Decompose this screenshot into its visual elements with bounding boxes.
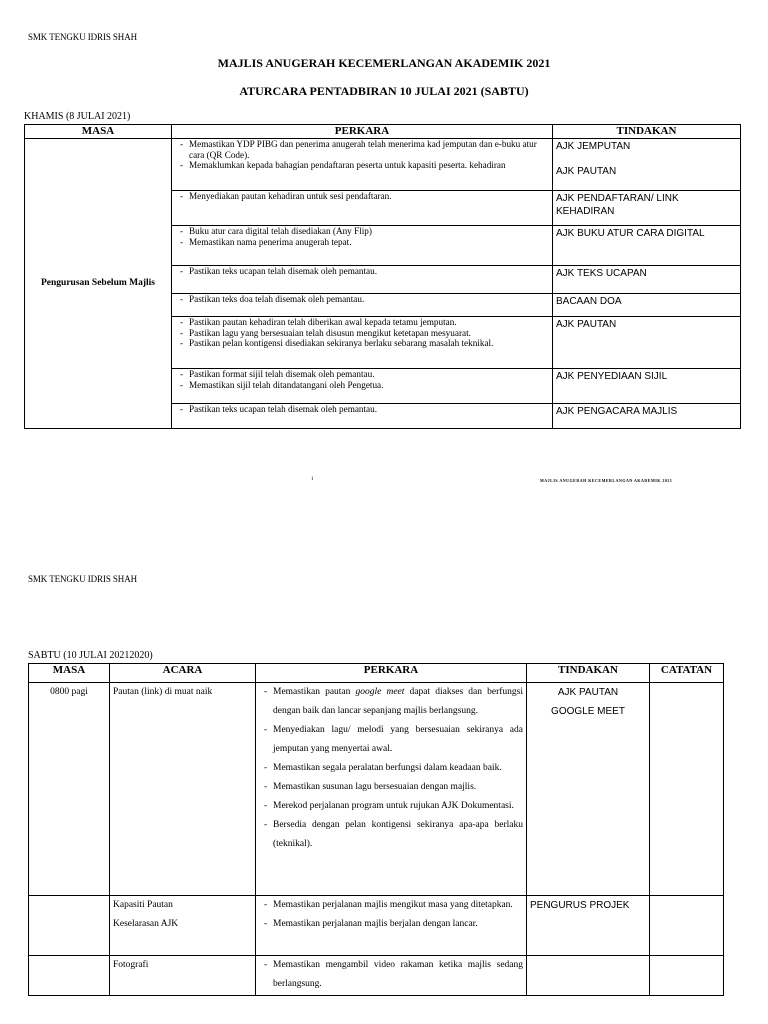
perkara-cell — [256, 896, 527, 956]
catatan-cell — [650, 683, 724, 896]
acara-cell — [110, 956, 256, 996]
tindakan-label: AJK BUKU ATUR CARA DIGITAL — [556, 228, 705, 239]
list-item — [263, 721, 523, 759]
masa-cell: Pengurusan Sebelum Majlis — [25, 139, 172, 429]
item-text: dapat diakses dan berfungsi dengan baik dan lancar sepanjang majlis berlangsung. — [273, 687, 523, 716]
list-item — [263, 683, 523, 721]
table-row — [29, 683, 724, 896]
list-item: - Pastikan teks doa telah disemak oleh pemantau. — [179, 294, 549, 305]
acara-label: Kapasiti Pautan — [113, 900, 173, 910]
tindakan-label: AJK PENGACARA MAJLIS — [556, 406, 678, 417]
perkara-list — [259, 956, 523, 994]
document-page-2 — [0, 500, 768, 1024]
tindakan-cell — [553, 191, 741, 226]
masa-cell — [29, 956, 110, 996]
school-name: SMK TENGKU IDRIS SHAH — [28, 574, 137, 584]
list-item: - Pastikan pelan kontigensi disediakan sekiranya berlaku sebarang masalah teknikal. — [179, 338, 549, 349]
catatan-cell — [650, 896, 724, 956]
table-row — [29, 896, 724, 956]
header-catatan: CATATAN — [650, 664, 724, 683]
item-text: Merekod perjalanan program untuk rujukan AJK Dokumentasi. — [273, 801, 514, 811]
tindakan-label: AJK PENDAFTARAN/ LINK KEHADIRAN — [556, 193, 679, 217]
document-subtitle: ATURCARA PENTADBIRAN 10 JULAI 2021 (SABTU) — [239, 84, 529, 98]
list-item: - Pastikan teks ucapan telah disemak oleh pemantau. — [179, 404, 549, 415]
table-row — [25, 139, 741, 191]
masa-cell: 0800 pagi — [29, 683, 110, 896]
perkara-cell — [172, 369, 553, 404]
page-number: 1 — [311, 477, 314, 482]
perkara-cell — [172, 226, 553, 266]
tindakan-cell — [553, 294, 741, 317]
list-item: - Pastikan teks ucapan telah disemak oleh pemantau. — [179, 266, 549, 277]
perkara-list — [175, 369, 549, 390]
tindakan-cell — [553, 404, 741, 429]
list-item — [263, 956, 523, 994]
tindakan-cell — [553, 139, 741, 191]
document-title: MAJLIS ANUGERAH KECEMERLANGAN AKADEMIK 2021 — [217, 56, 551, 70]
perkara-list — [175, 226, 549, 247]
tindakan-cell — [553, 317, 741, 369]
header-masa: MASA — [25, 125, 172, 139]
item-text: Bersedia dengan pelan kontigensi sekiranya apa-apa berlaku (teknikal). — [273, 820, 523, 849]
school-name: SMK TENGKU IDRIS SHAH — [28, 32, 137, 42]
perkara-cell — [172, 317, 553, 369]
tindakan-cell — [553, 266, 741, 294]
header-tindakan: TINDAKAN — [527, 664, 650, 683]
tindakan-cell — [553, 369, 741, 404]
list-item: - Pastikan lagu yang bersesuaian telah disusun mengikut ketetapan mesyuarat. — [179, 328, 549, 339]
list-item — [263, 816, 523, 854]
item-text: Memastikan perjalanan majlis berjalan dengan lancar. — [273, 919, 478, 929]
list-item — [263, 778, 523, 797]
list-item — [263, 915, 523, 934]
tindakan-cell — [553, 226, 741, 266]
acara-label: Pautan (link) di muat naik — [113, 687, 213, 697]
header-tindakan: TINDAKAN — [553, 125, 741, 139]
perkara-list — [175, 404, 549, 415]
perkara-list — [175, 266, 549, 277]
list-item: - Menyediakan pautan kehadiran untuk sesi pendaftaran. — [179, 191, 549, 202]
perkara-cell — [172, 266, 553, 294]
tindakan-label: AJK PAUTAN — [556, 166, 617, 177]
day-label: KHAMIS (8 JULAI 2021) — [24, 111, 131, 122]
list-item — [263, 797, 523, 816]
item-text: Memastikan susunan lagu bersesuaian dengan majlis. — [273, 782, 477, 792]
acara-cell — [110, 896, 256, 956]
item-text: Menyediakan lagu/ melodi yang bersesuaian sekiranya ada jemputan yang menyertai awal. — [273, 725, 523, 754]
perkara-list — [175, 317, 549, 349]
perkara-cell — [172, 191, 553, 226]
acara-label: Keselarasan AJK — [113, 919, 179, 929]
tindakan-label: AJK PENYEDIAAN SIJIL — [556, 371, 668, 382]
header-perkara: PERKARA — [256, 664, 527, 683]
page-footer: MAJLIS ANUGERAH KECEMERLANGAN AKADEMIK 2021 — [540, 478, 673, 483]
list-item: - Memastikan YDP PIBG dan penerima anugerah telah menerima kad jemputan dan e-buku atur cara (QR Code). — [179, 139, 549, 160]
catatan-cell — [650, 956, 724, 996]
tindakan-label: AJK TEKS UCAPAN — [556, 268, 647, 279]
perkara-list — [175, 191, 549, 202]
schedule-table-day2 — [28, 663, 724, 996]
tindakan-label: AJK JEMPUTAN — [556, 141, 631, 152]
header-perkara: PERKARA — [172, 125, 553, 139]
emphasis-text: google meet — [355, 687, 405, 697]
tindakan-cell — [527, 896, 650, 956]
item-text: Memastikan pautan — [273, 687, 356, 697]
list-item: - Buku atur cara digital telah disediakan (Any Flip) — [179, 226, 549, 237]
tindakan-label: PENGURUS PROJEK — [530, 900, 630, 911]
list-item: - Memastikan nama penerima anugerah tepat. — [179, 237, 549, 248]
perkara-cell — [256, 683, 527, 896]
list-item: - Memastikan sijil telah ditandatangani oleh Pengetua. — [179, 380, 549, 391]
day-label: SABTU (10 JULAI 20212020) — [28, 650, 153, 661]
header-acara: ACARA — [110, 664, 256, 683]
table-row — [29, 956, 724, 996]
list-item: - Pastikan pautan kehadiran telah diberikan awal kepada tetamu jemputan. — [179, 317, 549, 328]
acara-label: Fotografi — [113, 960, 149, 970]
list-item: - Memaklumkan kepada bahagian pendaftaran peserta untuk kapasiti peserta. kehadiran — [179, 160, 549, 171]
perkara-cell — [172, 294, 553, 317]
masa-cell — [29, 896, 110, 956]
item-text: Memastikan mengambil video rakaman ketika majlis sedang berlangsung. — [273, 960, 523, 989]
list-item — [263, 759, 523, 778]
item-text: Memastikan segala peralatan berfungsi dalam keadaan baik. — [273, 763, 502, 773]
tindakan-label: BACAAN DOA — [556, 296, 622, 307]
perkara-cell — [256, 956, 527, 996]
perkara-list — [259, 683, 523, 854]
list-item: - Pastikan format sijil telah disemak oleh pemantau. — [179, 369, 549, 380]
tindakan-cell — [527, 683, 650, 896]
item-text: Memastikan perjalanan majlis mengikut masa yang ditetapkan. — [273, 900, 513, 910]
perkara-list — [259, 896, 523, 934]
list-item — [263, 896, 523, 915]
document-page-1 — [0, 0, 768, 500]
perkara-list — [175, 139, 549, 171]
perkara-cell — [172, 404, 553, 429]
tindakan-label: GOOGLE MEET — [551, 706, 625, 717]
tindakan-label: AJK PAUTAN — [557, 687, 619, 698]
schedule-table-day1 — [24, 124, 741, 429]
acara-cell — [110, 683, 256, 896]
header-masa: MASA — [29, 664, 110, 683]
tindakan-cell — [527, 956, 650, 996]
perkara-cell — [172, 139, 553, 191]
tindakan-label: AJK PAUTAN — [556, 319, 617, 330]
perkara-list — [175, 294, 549, 305]
